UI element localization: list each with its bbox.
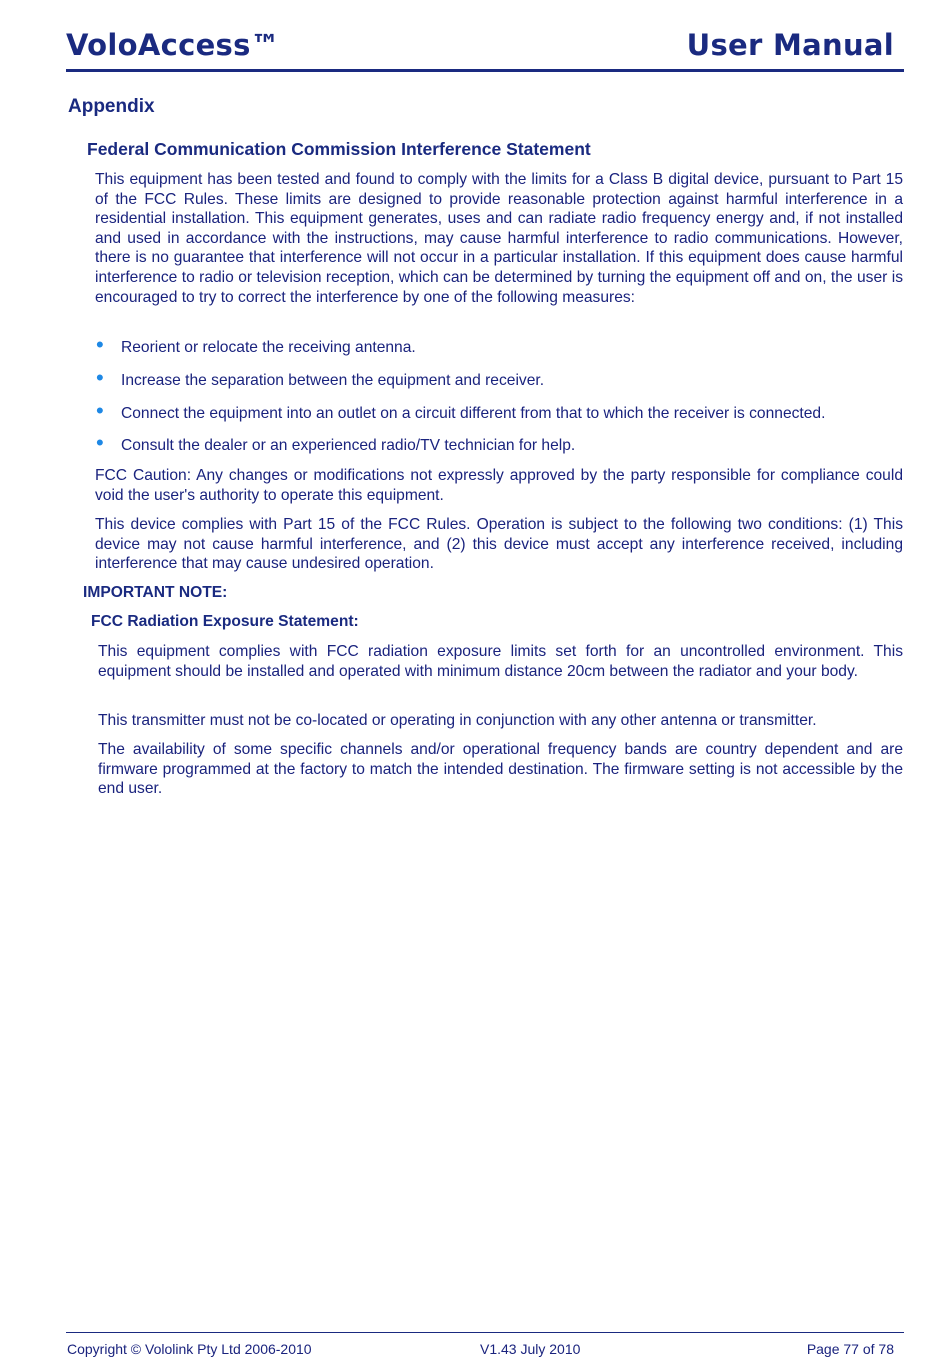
availability-paragraph: The availability of some specific channels and/or operational frequency bands are country dependent and are firmware programmed at the factory to match the intended destination. The firmware setting is not accessible by the end user. <box>98 741 903 798</box>
footer-page-number: Page 77 of 78 <box>806 1341 894 1357</box>
important-note-heading: IMPORTANT NOTE: <box>83 584 228 601</box>
bullet-icon: • <box>96 430 104 455</box>
bullet-icon: • <box>96 365 104 390</box>
fcc-caution-paragraph: FCC Caution: Any changes or modifications not expressly approved by the party responsible for compliance could void the user's authority to operate this equipment. <box>95 467 903 504</box>
list-item-text: Reorient or relocate the receiving antenna. <box>121 339 416 356</box>
footer-copyright: Copyright © Vololink Pty Ltd 2006-2010 <box>67 1341 312 1357</box>
header-divider <box>66 69 904 72</box>
bullet-icon: • <box>96 398 104 423</box>
list-item-text: Connect the equipment into an outlet on a circuit different from that to which the receiver is connected. <box>121 405 826 422</box>
brand-title: VoloAccess™ <box>66 28 280 62</box>
compliance-paragraph: This device complies with Part 15 of the FCC Rules. Operation is subject to the following two conditions: (1) This device may not cause harmful interference, and (2) this device must accept any interference received, including interference that may cause undesired operation. <box>95 516 903 573</box>
page-header <box>66 26 904 70</box>
radiation-paragraph: This equipment complies with FCC radiation exposure limits set forth for an uncontrolled environment. This equipment should be installed and operated with minimum distance 20cm between the radiator and your body. <box>98 643 903 680</box>
colocation-paragraph: This transmitter must not be co-located or operating in conjunction with any other antenna or transmitter. <box>98 712 817 729</box>
bullet-icon: • <box>96 332 104 357</box>
list-item-text: Increase the separation between the equipment and receiver. <box>121 372 545 389</box>
document-type: User Manual <box>686 28 894 62</box>
footer-divider <box>66 1332 904 1333</box>
section-title: Appendix <box>68 96 155 117</box>
radiation-heading: FCC Radiation Exposure Statement: <box>91 613 359 630</box>
footer-version: V1.43 July 2010 <box>480 1341 581 1357</box>
list-item-text: Consult the dealer or an experienced radio/TV technician for help. <box>121 437 576 454</box>
section-subtitle: Federal Communication Commission Interference Statement <box>87 139 591 159</box>
interference-paragraph: This equipment has been tested and found to comply with the limits for a Class B digital device, pursuant to Part 15 of the FCC Rules. These limits are designed to provide reasonable protection against harmful interference in a residential installation. This equipment generates, uses and can radiate radio frequency energy and, if not installed and used in accordance with the instructions, may cause harmful interference to radio communications. However, there is no guarantee that interference will not occur in a particular installation. If this equipment does cause harmful interference to radio or television reception, which can be determined by turning the equipment off and on, the user is encouraged to try to correct the interference by one of the following measures: <box>95 171 903 306</box>
